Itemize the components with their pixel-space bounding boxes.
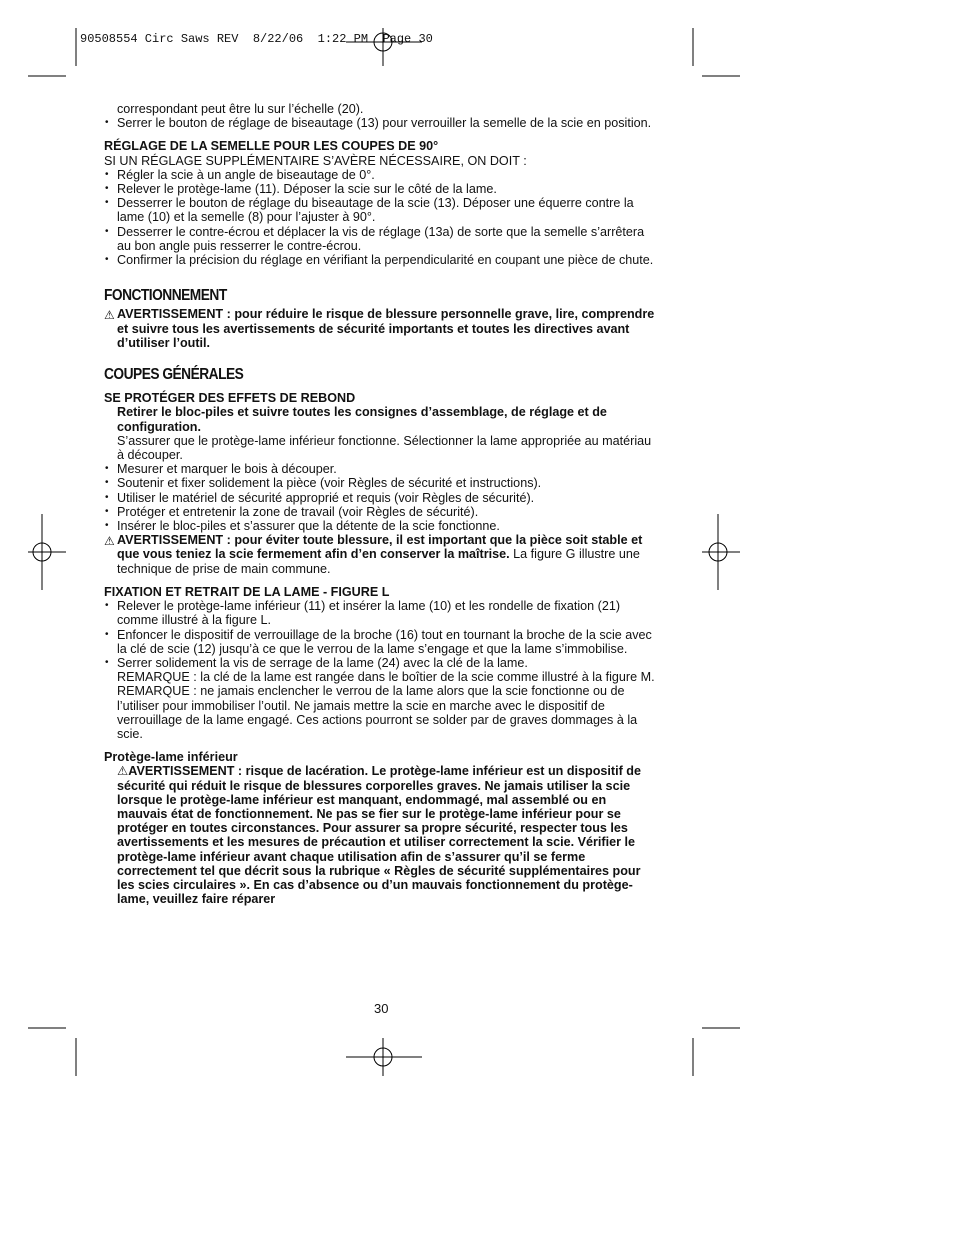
registration-mark-right	[702, 514, 740, 590]
warning-rest: La figure G illustre une technique de prise de main commune.	[117, 547, 640, 576]
print-slug: 90508554 Circ Saws REV 8/22/06 1:22 PM Page 30	[80, 32, 433, 46]
page-content	[104, 102, 660, 906]
warning-icon: ⚠	[104, 308, 115, 323]
remarque-1: REMARQUE : la clé de la lame est rangée dans le boîtier de la scie comme illustré à la figure M.	[117, 670, 655, 685]
list-item: • Serrer solidement la vis de serrage de la lame (24) avec la clé de la lame.	[104, 656, 660, 670]
intro-bullet: • Serrer le bouton de réglage de biseautage (13) pour verrouiller la semelle de la scie en position.	[104, 116, 660, 130]
intro-line: correspondant peut être lu sur l’échelle (20).	[117, 102, 364, 116]
list-item: • Insérer le bloc-piles et s’assurer que la détente de la scie fonctionne.	[104, 519, 660, 533]
list-item: • Relever le protège-lame (11). Déposer la scie sur le côté de la lame.	[104, 182, 660, 196]
list-item: • Confirmer la précision du réglage en vérifiant la perpendicularité en coupant une pièce de chute.	[104, 253, 660, 267]
warning-icon: ⚠	[104, 534, 115, 549]
semelle-lead: SI UN RÉGLAGE SUPPLÉMENTAIRE S’AVÈRE NÉCESSAIRE, ON DOIT :	[104, 153, 527, 168]
remarque-2: REMARQUE : ne jamais enclencher le verrou de la lame alors que la scie fonctionne ou de l’utiliser pour immobiliser l’outil. Ne jamais mettre la scie en marche avec le dispositif de verrouillage de la lame engagé. Ces actions pourront se solder par de graves dommages à la scie.	[117, 684, 638, 741]
fonctionnement-warning	[104, 307, 660, 350]
list-item: • Enfoncer le dispositif de verrouillage de la broche (16) tout en tournant la broche de la scie avec la clé de scie (12) jusqu’à ce que le verrou de la lame s’engage et que la lame s’immobilise.	[104, 628, 660, 656]
coupes-heading: COUPES GÉNÉRALES	[104, 366, 244, 384]
rebond-bold: Retirer le bloc-piles et suivre toutes les consignes d’assemblage, de réglage et de configuration.	[117, 405, 607, 434]
coupes-warning	[104, 533, 660, 576]
list-item: • Desserrer le contre-écrou et déplacer la vis de réglage (13a) de sorte que la semelle s’arrêtera au bon angle puis resserrer le contre-écrou.	[104, 225, 660, 253]
rebond-text: S’assurer que le protège-lame inférieur fonctionne. Sélectionner la lame appropriée au matériau à découper.	[117, 433, 652, 463]
list-item: • Desserrer le bouton de réglage du biseautage de la scie (13). Déposer une équerre contre la lame (10) et la semelle (8) pour l’ajuster à 90°.	[104, 196, 660, 224]
warning-text: AVERTISSEMENT : risque de lacération. Le protège-lame inférieur est un dispositif de sécurité qui réduit le risque de blessures corporelles graves. Ne jamais utiliser la scie lorsque le protège-lame inférieur est manquant, endommagé, mal assemblé ou en mauvais état de fonctionnement. Ne pas se fier sur le protège-lame inférieur pour se protéger en toutes circonstances. Pour assurer sa propre sécurité, respecter tous les avertissements et les mesures de précaution et utiliser correctement la scie. Vérifier le protège-lame inférieur avant chaque utilisation afin de s’assurer qu’il se ferme correctement tel que décrit sous la rubrique « Règles de sécurité supplémentaires pour les scies circulaires ». En cas d’absence ou d’un mauvais fonctionnement du protège-lame, veuillez faire réparer	[117, 764, 642, 907]
registration-mark-left	[28, 514, 66, 590]
rebond-heading: SE PROTÉGER DES EFFETS DE REBOND	[104, 391, 356, 406]
list-item: • Protéger et entretenir la zone de travail (voir Règles de sécurité).	[104, 505, 660, 519]
protege-warning	[104, 764, 660, 906]
fixation-heading: FIXATION ET RETRAIT DE LA LAME - FIGURE L	[104, 584, 390, 599]
fonctionnement-heading: FONCTIONNEMENT	[104, 287, 227, 305]
protege-heading: Protège-lame inférieur	[104, 750, 238, 765]
list-item: • Mesurer et marquer le bois à découper.	[104, 462, 660, 476]
semelle-heading: RÉGLAGE DE LA SEMELLE POUR LES COUPES DE 90°	[104, 139, 439, 154]
warning-text: AVERTISSEMENT : pour éviter toute blessure, il est important que la pièce soit stable et que vous teniez la scie fermement afin d’en conserver la maîtrise.	[117, 533, 643, 562]
registration-mark-bottom	[346, 1038, 422, 1076]
registration-mark-top	[346, 28, 422, 66]
list-item: • Régler la scie à un angle de biseautage de 0°.	[104, 168, 660, 182]
list-item: • Soutenir et fixer solidement la pièce (voir Règles de sécurité et instructions).	[104, 476, 660, 490]
warning-icon: ⚠	[117, 764, 129, 779]
warning-text: AVERTISSEMENT : pour réduire le risque de blessure personnelle grave, lire, comprendre et suivre tous les avertissements de sécurité importants et toutes les directives avant d’utiliser l’outil.	[117, 307, 655, 350]
list-item: • Relever le protège-lame inférieur (11) et insérer la lame (10) et les rondelle de fixation (21) comme illustré à la figure L.	[104, 599, 660, 627]
list-item: • Utiliser le matériel de sécurité approprié et requis (voir Règles de sécurité).	[104, 491, 660, 505]
page-number: 30	[374, 1001, 389, 1016]
